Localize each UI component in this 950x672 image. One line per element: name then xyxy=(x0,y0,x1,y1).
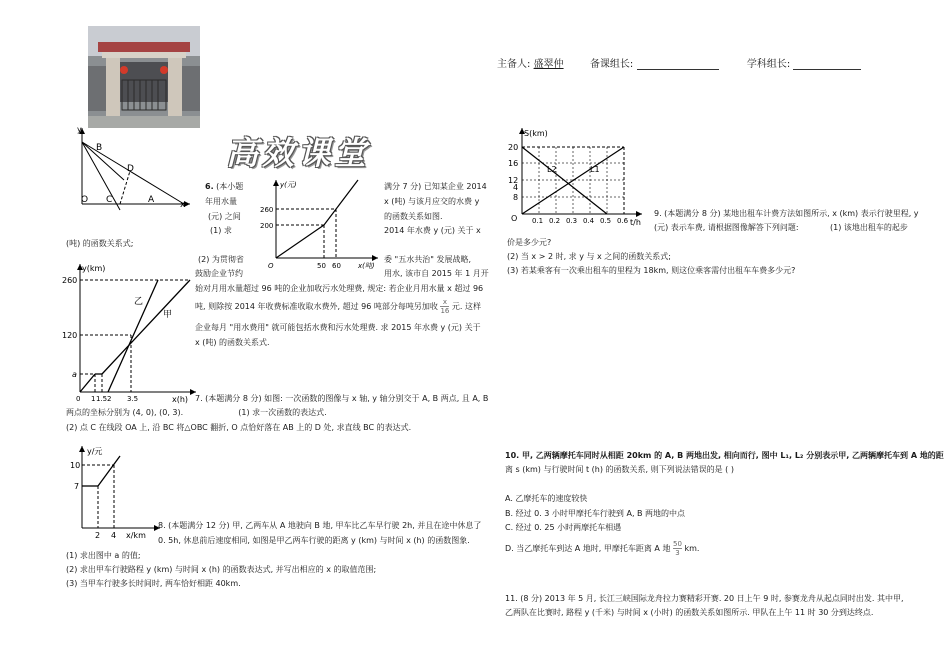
jiayi-xtick-35: 3.5 xyxy=(127,395,139,403)
moto-label-l1: L1 xyxy=(590,165,600,174)
q6-k: x (吨) 的函数关系式. xyxy=(195,338,270,347)
q9-sub3: (3) 若某乘客有一次乘出租车的里程为 18km, 则这位乘客需付出租车车费多少元? xyxy=(507,266,796,275)
q7-line2b: (1) 求一次函数的表达式. xyxy=(238,408,327,417)
taxi-x-unit: x/km xyxy=(126,531,146,540)
preparer-name: 盛翠仲 xyxy=(533,59,564,70)
q8-sub1: (1) 求出图中 a 的值; xyxy=(66,551,141,560)
q6-g2: 用水, 该市自 2015 年 1 月开 xyxy=(384,269,489,278)
moto-xtick-o: O xyxy=(511,214,518,223)
q8-sub3: (3) 当甲车行驶多长时间时, 两车恰好相距 40km. xyxy=(66,579,241,588)
q6-b2: x (吨) 与该月应交的水费 y xyxy=(384,197,480,206)
jiayi-ytick-260: 260 xyxy=(62,276,78,285)
taxi-y-unit: y/元 xyxy=(87,447,103,456)
header-bar xyxy=(497,55,861,70)
q10-frac-num: 50 xyxy=(673,540,682,548)
figure-jiayi xyxy=(60,262,200,402)
q6-d2: 2014 年水费 y (元) 关于 x xyxy=(384,226,481,235)
q10-opt-d-end: km. xyxy=(684,544,700,553)
q7-line2 xyxy=(66,406,327,419)
q6-a2: 满分 7 分) 已知某企业 2014 xyxy=(384,182,487,191)
q6-i: 吨, 则除按 2014 年收费标准收取水费外, 超过 96 吨部分每吨另加收 xyxy=(195,302,438,311)
label-b: B xyxy=(96,143,103,153)
q6-f2: 委 "五水共治" 发展战略, xyxy=(384,255,471,264)
q6-b1: 年用水量 xyxy=(205,197,237,206)
water-y-unit: y(元) xyxy=(280,181,297,189)
q10-opt-d-line xyxy=(505,540,699,557)
q8-sub2: (2) 求出甲车行驶路程 y (km) 与时间 x (h) 的函数表达式, 并写出相应的 x 的取值范围; xyxy=(66,565,377,574)
q6-line-a xyxy=(205,180,243,193)
q6-e: (吨) 的函数关系式; xyxy=(66,239,134,248)
q10-line2: 离 s (km) 与行驶时间 t (h) 的函数关系, 则下列说法错误的是 ( ) xyxy=(505,465,734,474)
q6-c1: (元) 之间 xyxy=(208,212,241,221)
jiayi-x-unit: x(h) xyxy=(172,395,189,404)
moto-xtick-06: 0.6 xyxy=(617,217,629,225)
q6-a1: (本小题 xyxy=(216,182,244,191)
subject-leader-label: 学科组长: xyxy=(746,59,791,70)
water-ytick-260: 260 xyxy=(260,206,274,214)
label-o: O xyxy=(81,195,89,205)
q6-number: 6. xyxy=(205,182,214,191)
moto-xtick-03: 0.3 xyxy=(566,217,578,225)
moto-ytick-4: 4 xyxy=(513,183,519,192)
q11-line1: 11. (8 分) 2013 年 5 月, 长江三峡国际龙舟拉力赛精彩开赛. 20 日上午 9 时, 参赛龙舟从起点同时出发. 其中甲, xyxy=(505,594,904,603)
moto-xtick-01: 0.1 xyxy=(532,217,544,225)
moto-ytick-12: 12 xyxy=(508,176,519,185)
jiayi-ytick-120: 120 xyxy=(62,331,78,340)
jiayi-xtick-15: 1.5 xyxy=(96,395,108,403)
subject-leader-blank xyxy=(793,58,861,70)
q8-line2: 0. 5h, 休息前后速度相同, 如图是甲乙两车行驶的距离 y (km) 与时间 x (h) 的函数图象. xyxy=(158,536,470,545)
jiayi-xtick-1: 1 xyxy=(91,395,96,403)
water-xtick-o: O xyxy=(268,262,274,270)
moto-ytick-8: 8 xyxy=(513,193,519,202)
q7-line2a: 两点的坐标分别为 (4, 0), (0, 3). xyxy=(66,408,184,417)
q9-line2a: (元) 表示车费, 请根据图像解答下列问题: xyxy=(654,223,799,232)
preparer-label: 主备人: xyxy=(497,59,531,70)
q11-line2: 乙两队在比赛时, 路程 y (千米) 与时间 x (小时) 的函数关系如图所示. 甲队在上午 11 时 30 分到达终点. xyxy=(505,608,874,617)
jiayi-xtick-2: 2 xyxy=(107,395,112,403)
q6-frac-num: x xyxy=(442,298,447,306)
q10-line1: 10. 甲, 乙两辆摩托车同时从相距 20km 的 A, B 两地出发, 相向而行, 图中 L₁, L₂ 分别表示甲, 乙两辆摩托车到 A 地的距 xyxy=(505,451,944,460)
q6-fraction xyxy=(440,298,449,315)
school-gate-photo xyxy=(88,26,200,128)
taxi-xtick-4: 4 xyxy=(111,531,117,540)
jiayi-xtick-0: 0 xyxy=(76,395,81,403)
group-leader-label: 备课组长: xyxy=(589,59,634,70)
group-leader-blank xyxy=(637,58,719,70)
moto-xtick-05: 0.5 xyxy=(600,217,612,225)
taxi-ytick-10: 10 xyxy=(70,461,81,470)
water-ytick-200: 200 xyxy=(260,222,274,230)
q9-sub2: (2) 当 x > 2 时, 求 y 与 x 之间的函数关系式; xyxy=(507,252,671,261)
q6-d1: (1) 求 xyxy=(210,226,232,235)
taxi-ytick-7: 7 xyxy=(74,482,80,491)
jiayi-ytick-a: a xyxy=(72,370,77,379)
figure-taxi xyxy=(62,442,162,542)
label-d: D xyxy=(127,164,134,174)
q10-frac-den: 3 xyxy=(673,548,682,557)
q6-g1: 鼓励企业节约 xyxy=(195,269,243,278)
q10-opt-c: C. 经过 0. 25 小时两摩托车相遇 xyxy=(505,523,622,532)
moto-y-unit: S(km) xyxy=(524,129,548,138)
label-a: A xyxy=(148,195,155,205)
moto-label-l2: L2 xyxy=(547,165,557,174)
q6-c2: 的函数关系如图. xyxy=(384,212,443,221)
figure-water xyxy=(262,178,382,270)
water-xtick-60: 60 xyxy=(332,262,341,270)
q9-line1: 9. (本题满分 8 分) 某地出租车计费方法如图所示, x (km) 表示行驶里程, y xyxy=(654,209,919,218)
q10-fraction xyxy=(673,540,682,557)
q10-opt-b: B. 经过 0. 3 小时甲摩托车行驶到 A, B 两地的中点 xyxy=(505,509,686,518)
jiayi-label-yi: 乙 xyxy=(134,297,144,307)
moto-ytick-16: 16 xyxy=(508,159,519,168)
q6-i-line xyxy=(195,298,481,315)
moto-ytick-20: 20 xyxy=(508,143,519,152)
q10-opt-d: D. 当乙摩托车到达 A 地时, 甲摩托车距离 A 地 xyxy=(505,544,671,553)
jiayi-label-jia: 甲 xyxy=(163,310,173,320)
jiayi-y-unit: y(km) xyxy=(82,264,106,273)
water-x-unit: x(吨) xyxy=(358,262,375,270)
label-y: y xyxy=(77,125,82,134)
q6-f1: (2) 为贯彻省 xyxy=(198,255,244,264)
q6-j: 企业每月 "用水费用" 就可能包括水费和污水处理费. 求 2015 年水费 y (元) 关于 xyxy=(195,323,481,332)
q6-h: 始对月用水量超过 96 吨的企业加收污水处理费, 规定: 若企业月用水量 x 超过 96 xyxy=(195,284,484,293)
taxi-xtick-2: 2 xyxy=(95,531,101,540)
q7-line3: (2) 点 C 在线段 OA 上, 沿 BC 将△OBC 翻折, O 点恰好落在 AB 上的 D 处, 求直线 BC 的表达式. xyxy=(66,423,412,432)
q9-line3: 价是多少元? xyxy=(507,238,552,247)
figure-moto xyxy=(502,124,652,228)
moto-xtick-02: 0.2 xyxy=(549,217,561,225)
moto-x-unit: t/h xyxy=(630,218,641,227)
q7-line1: 7. (本题满分 8 分) 如图: 一次函数的图像与 x 轴, y 轴分别交于 A, B 两点, 且 A, B xyxy=(195,394,489,403)
label-x: x xyxy=(180,200,186,210)
q8-line1: 8. (本题满分 12 分) 甲, 乙两车从 A 地驶向 B 地, 甲车比乙车早行驶 2h, 并且在途中休息了 xyxy=(158,521,482,530)
q10-opt-a: A. 乙摩托车的速度较快 xyxy=(505,494,588,503)
q6-i-end: 元. 这样 xyxy=(451,302,481,311)
figure-abcd xyxy=(60,124,195,216)
moto-xtick-04: 0.4 xyxy=(583,217,595,225)
label-c: C xyxy=(106,195,113,205)
q6-frac-den: 16 xyxy=(440,307,450,315)
brand-title: 高效课堂 xyxy=(226,134,371,172)
q9-line2b: (1) 该地出租车的起步 xyxy=(830,223,908,232)
water-xtick-50: 50 xyxy=(317,262,326,270)
